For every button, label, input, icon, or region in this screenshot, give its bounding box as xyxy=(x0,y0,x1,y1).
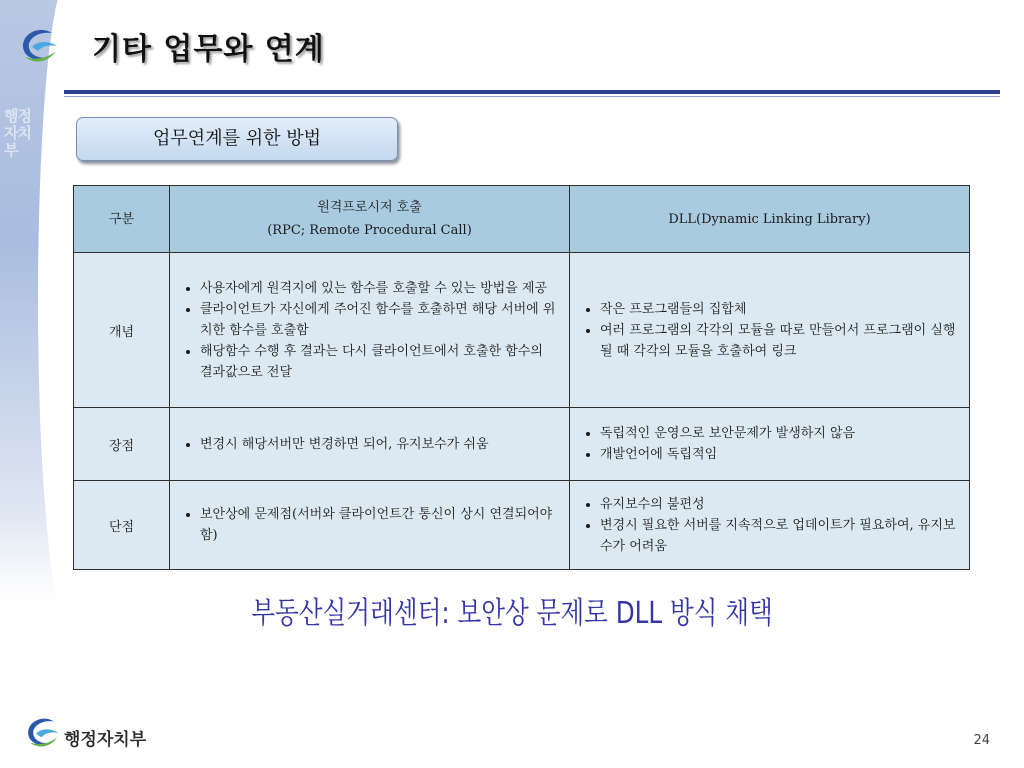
list-item: • 독립적인 운영으로 보안문제가 발생하지 않음 xyxy=(600,423,957,444)
footer-organization-name: 행정자치부 xyxy=(64,730,147,750)
table-header-row xyxy=(74,186,970,253)
header-category: 구분 xyxy=(74,186,170,253)
dll-cell xyxy=(570,253,970,408)
header-rpc-line2: (RPC; Remote Procedural Call) xyxy=(267,223,472,238)
list-item: • 클라이언트가 자신에게 주어진 함수를 호출하면 해당 서버에 위치한 함수를 호출함 xyxy=(200,299,557,341)
list-item: • 해당함수 수행 후 결과는 다시 클라이언트에서 호출한 함수의 결과값으로 전달 xyxy=(200,341,557,383)
list-item: • 사용자에게 원격지에 있는 함수를 호출할 수 있는 방법을 제공 xyxy=(200,278,557,299)
page-title: 기타 업무와 연계 xyxy=(92,32,325,67)
list-item: • 개발언어에 독립적임 xyxy=(600,444,957,465)
list-item: • 여러 프로그램의 각각의 모듈을 따로 만들어서 프로그램이 실행될 때 각각의 모듈을 호출하여 링크 xyxy=(600,320,957,362)
strip-curve xyxy=(38,0,62,600)
comparison-table xyxy=(73,185,970,570)
rpc-cell xyxy=(170,253,570,408)
row-label: 개념 xyxy=(74,253,170,408)
list-item: • 작은 프로그램들의 집합체 xyxy=(600,299,957,320)
row-label: 장점 xyxy=(74,408,170,481)
row-label: 단점 xyxy=(74,481,170,570)
list-item: • 유지보수의 불편성 xyxy=(600,494,957,515)
list-item: • 변경시 해당서버만 변경하면 되어, 유지보수가 쉬움 xyxy=(200,434,557,455)
dll-cell xyxy=(570,481,970,570)
footer-logo-icon xyxy=(22,712,66,752)
title-underline xyxy=(64,90,1000,97)
page-number: 24 xyxy=(973,733,990,748)
dll-cell xyxy=(570,408,970,481)
rpc-cell xyxy=(170,481,570,570)
header-dll: DLL(Dynamic Linking Library) xyxy=(570,186,970,253)
rpc-cell xyxy=(170,408,570,481)
section-label: 업무연계를 위한 방법 xyxy=(76,117,398,161)
left-decorative-strip xyxy=(0,0,62,600)
header-rpc-line1: 원격프로시저 호출 xyxy=(317,200,422,215)
list-item: • 보안상에 문제점(서버와 클라이언트간 통신이 상시 연결되어야 함) xyxy=(200,504,557,546)
table-row-disadvantages xyxy=(74,481,970,570)
header-rpc xyxy=(170,186,570,253)
table-row-concept xyxy=(74,253,970,408)
list-item: • 변경시 필요한 서버를 지속적으로 업데이트가 필요하여, 유지보수가 어려움 xyxy=(600,515,957,557)
watermark-text: 행정자치부 xyxy=(4,107,31,159)
table-row-advantages xyxy=(74,408,970,481)
ministry-logo-icon xyxy=(16,24,66,66)
conclusion-text: 부동산실거래센터: 보안상 문제로 DLL 방식 채택 xyxy=(251,596,773,631)
